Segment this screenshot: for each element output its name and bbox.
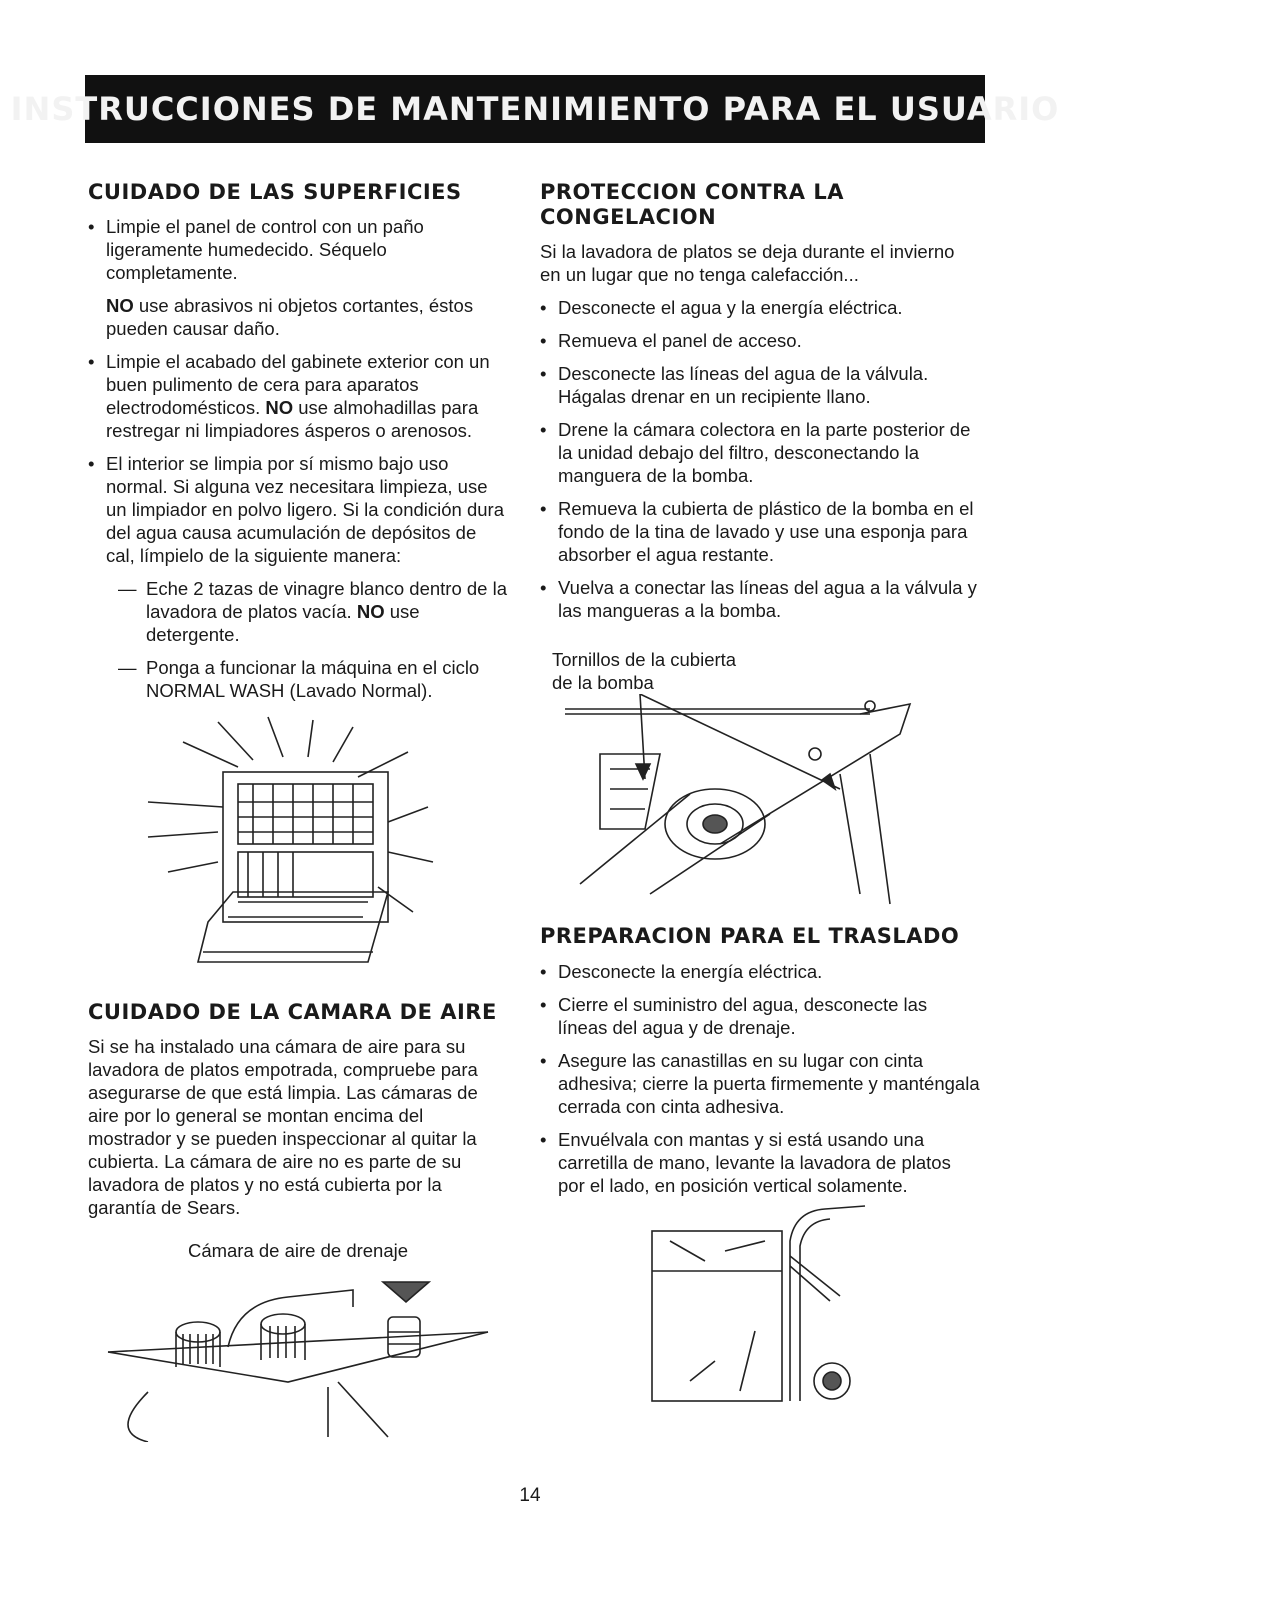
page-title: INSTRUCCIONES DE MANTENIMIENTO PARA EL USUARIO	[10, 90, 1060, 128]
freeze-item: • Remueva el panel de acceso.	[540, 329, 980, 352]
no-emphasis: NO	[265, 397, 294, 419]
air-gap-illustration	[88, 1272, 508, 1442]
pump-cover-illustration	[540, 694, 980, 914]
page-number: 14	[519, 1485, 541, 1506]
moving-item: • Cierre el suministro del agua, desconecte las líneas del agua y de drenaje.	[540, 993, 980, 1039]
freeze-item: • Desconecte las líneas del agua de la válvula. Hágalas drenar en un recipiente llano.	[540, 362, 980, 408]
freeze-intro: Si la lavadora de platos se deja durante el invierno en un lugar que no tenga calefacción...	[540, 241, 955, 286]
moving-item: • Envuélvala con mantas y si está usando una carretilla de mano, levante la lavadora de platos por el lado, en posición vertical solamente.	[540, 1128, 980, 1197]
pump-caption	[552, 648, 980, 694]
moving-item: • Desconecte la energía eléctrica.	[540, 960, 980, 983]
freeze-item: • Vuelva a conectar las líneas del agua a la válvula y las mangueras a la bomba.	[540, 576, 980, 622]
surfaces-subitem-1	[88, 577, 508, 646]
surfaces-item-2	[88, 350, 508, 442]
freeze-item: • Desconecte el agua y la energía eléctrica.	[540, 296, 980, 319]
surfaces-item-3	[88, 452, 508, 567]
hand-truck-illustration	[540, 1201, 980, 1411]
surfaces-item-3-text: El interior se limpia por sí mismo bajo uso normal. Si alguna vez necesitara limpieza, use un limpiador en polvo ligero. Si la condición dura del agua causa acumulación de depósitos de cal, límpielo de la siguiente manera:	[106, 453, 504, 567]
pump-caption-line-2: de la bomba	[552, 672, 654, 694]
no-emphasis: NO	[106, 295, 134, 317]
freeze-item: • Remueva la cubierta de plástico de la bomba en el fondo de la tina de lavado y use una esponja para absorber el agua restante.	[540, 497, 980, 566]
freeze-item: • Drene la cámara colectora en la parte posterior de la unidad debajo del filtro, desconectando la manguera de la bomba.	[540, 418, 980, 487]
left-column	[88, 180, 508, 1442]
surfaces-subitem-1b-text: use detergente.	[146, 601, 420, 646]
dishwasher-illustration	[88, 712, 508, 982]
surfaces-item-1	[88, 215, 508, 284]
surfaces-item-2b-text: use almohadillas para restregar ni limpiadores ásperos o arenosos.	[106, 397, 479, 442]
airgap-caption: Cámara de aire de drenaje	[187, 1240, 409, 1262]
surfaces-subitem-2-text: Ponga a funcionar la máquina en el ciclo NORMAL WASH (Lavado Normal).	[146, 657, 480, 702]
surfaces-subitem-1a-text: Eche 2 tazas de vinagre blanco dentro de la lavadora de platos vacía.	[146, 578, 507, 623]
surfaces-warning-text: use abrasivos ni objetos cortantes, éstos pueden causar daño.	[106, 295, 474, 340]
airgap-text: Si se ha instalado una cámara de aire para su lavadora de platos empotrada, compruebe para asegurarse de que está limpia. Las cámaras de aire por lo general se montan encima del mostrador y se pueden inspeccionar al quitar la cubierta. La cámara de aire no es parte de su lavadora de platos y no está cubierta por la garantía de Sears.	[88, 1036, 478, 1219]
surfaces-item-2a-text: Limpie el acabado del gabinete exterior con un buen pulimento de cera para aparatos electrodomésticos.	[106, 351, 490, 419]
freeze-heading: PROTECCION CONTRA LA CONGELACION	[540, 180, 844, 230]
surfaces-heading: CUIDADO DE LAS SUPERFICIES	[88, 180, 462, 204]
header-banner	[10, 75, 1060, 143]
moving-item: • Asegure las canastillas en su lugar con cinta adhesiva; cierre la puerta firmemente y manténgala cerrada con cinta adhesiva.	[540, 1049, 980, 1118]
surfaces-item-1-text: Limpie el panel de control con un paño ligeramente humedecido. Séquelo completamente.	[106, 216, 424, 284]
right-column	[540, 180, 980, 1411]
surfaces-subitem-2	[88, 656, 508, 702]
pump-caption-line-1: Tornillos de la cubierta	[552, 649, 737, 671]
no-emphasis: NO	[356, 601, 385, 623]
airgap-heading: CUIDADO DE LA CAMARA DE AIRE	[88, 1000, 497, 1025]
moving-heading: PREPARACION PARA EL TRASLADO	[540, 924, 960, 949]
surfaces-warning	[88, 294, 508, 340]
